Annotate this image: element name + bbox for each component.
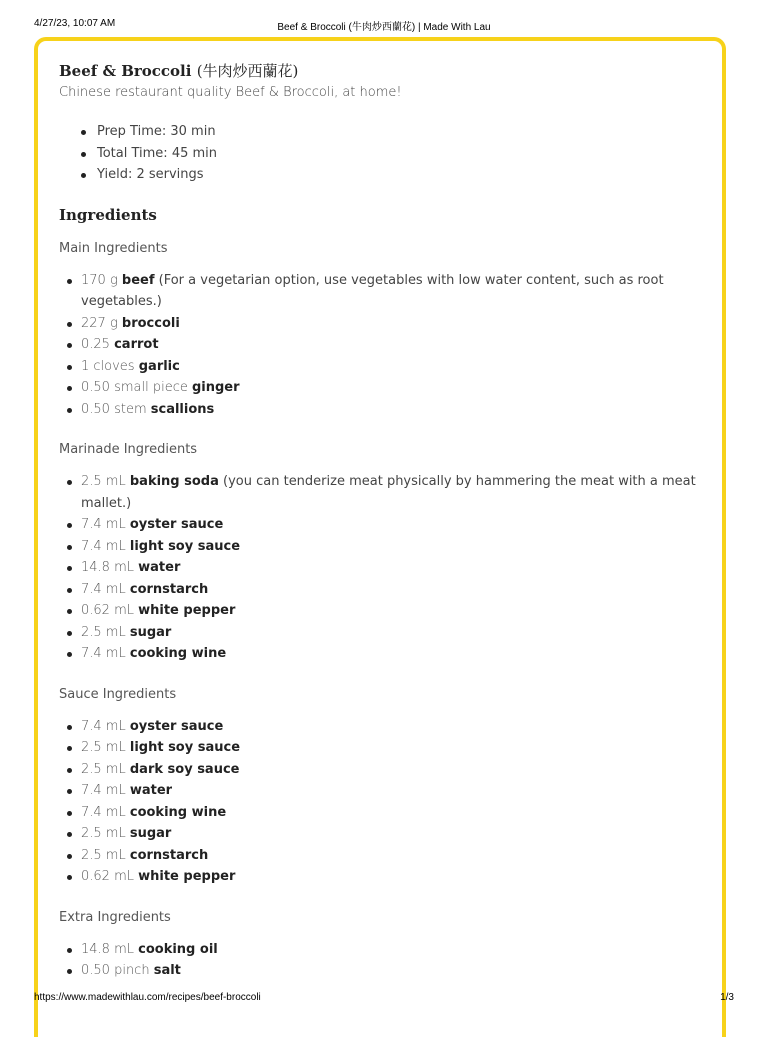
- print-footer: [34, 992, 734, 1006]
- ingredient-name: sugar: [129, 826, 172, 841]
- ingredient-groups: [59, 239, 699, 982]
- ingredient-quantity: 0.62 mL: [81, 869, 134, 884]
- ingredient-quantity: 0.50 small piece: [81, 380, 188, 395]
- ingredient-quantity: 1 cloves: [81, 358, 135, 374]
- ingredient-quantity: 2.5 mL: [81, 740, 126, 755]
- recipe-title: [59, 60, 699, 82]
- ingredient-name: sugar: [129, 624, 172, 640]
- ingredient-name: white pepper: [138, 869, 236, 884]
- ingredient-quantity: 0.50 pinch: [81, 963, 150, 978]
- ingredient-list: [59, 716, 699, 888]
- ingredient-item: [81, 622, 699, 644]
- ingredient-name: baking soda: [129, 474, 219, 489]
- yield: Yield: 2 servings: [97, 164, 699, 186]
- print-url: https://www.madewithlau.com/recipes/beef-broccoli: [34, 992, 261, 1003]
- ingredient-list: [59, 939, 699, 982]
- total-time: Total Time: 45 min: [97, 143, 699, 165]
- ingredient-quantity: 14.8 mL: [81, 941, 134, 957]
- ingredient-quantity: 7.4 mL: [81, 581, 126, 597]
- recipe-meta-list: [59, 121, 699, 186]
- ingredient-name: scallions: [150, 401, 215, 417]
- ingredient-list: [59, 471, 699, 665]
- ingredient-name: cooking wine: [129, 804, 227, 820]
- ingredient-item: [81, 270, 699, 313]
- recipe-title-cn: (牛肉炒西蘭花): [196, 62, 299, 80]
- ingredient-quantity: 0.25: [81, 337, 110, 352]
- ingredient-name: cornstarch: [129, 581, 209, 597]
- ingredient-item: [81, 939, 699, 961]
- ingredient-name: cornstarch: [129, 847, 209, 863]
- ingredient-quantity: 14.8 mL: [81, 560, 134, 575]
- ingredient-group-label: Extra Ingredients: [59, 909, 171, 925]
- prep-time: Prep Time: 30 min: [97, 121, 699, 143]
- ingredient-name: cooking oil: [138, 941, 218, 957]
- ingredient-name: light soy sauce: [129, 740, 241, 755]
- ingredient-item: [81, 471, 699, 514]
- ingredient-item: [81, 960, 699, 982]
- print-document-title: Beef & Broccoli (牛肉炒西蘭花) | Made With Lau: [277, 22, 491, 33]
- recipe-subtitle: Chinese restaurant quality Beef & Broccoli, at home!: [59, 85, 402, 100]
- ingredient-quantity: 2.5 mL: [81, 847, 126, 863]
- ingredient-quantity: 0.62 mL: [81, 603, 134, 618]
- ingredient-quantity: 2.5 mL: [81, 826, 126, 841]
- ingredient-item: [81, 313, 699, 335]
- recipe-content: [59, 60, 699, 982]
- ingredient-name: cooking wine: [129, 646, 227, 661]
- ingredient-item: [81, 737, 699, 759]
- ingredient-item: [81, 536, 699, 558]
- ingredient-quantity: 227 g: [81, 315, 118, 331]
- ingredient-quantity: 2.5 mL: [81, 761, 126, 777]
- ingredient-item: [81, 802, 699, 824]
- ingredient-item: [81, 643, 699, 665]
- ingredient-name: white pepper: [138, 603, 236, 618]
- ingredient-item: [81, 716, 699, 738]
- ingredient-quantity: 7.4 mL: [81, 718, 126, 734]
- ingredient-name: light soy sauce: [129, 538, 241, 554]
- ingredient-name: oyster sauce: [129, 718, 224, 734]
- ingredient-quantity: 7.4 mL: [81, 804, 126, 820]
- ingredient-item: [81, 600, 699, 622]
- ingredient-name: oyster sauce: [129, 517, 224, 532]
- ingredient-name: broccoli: [121, 315, 180, 331]
- ingredient-item: [81, 823, 699, 845]
- ingredient-group-label: Main Ingredients: [59, 240, 168, 256]
- ingredient-item: [81, 557, 699, 579]
- ingredient-quantity: 2.5 mL: [81, 624, 126, 640]
- ingredient-item: [81, 399, 699, 421]
- recipe-title-en: Beef & Broccoli: [59, 62, 192, 80]
- ingredient-quantity: 7.4 mL: [81, 783, 126, 798]
- ingredient-name: water: [129, 783, 173, 798]
- print-header: [34, 18, 734, 32]
- ingredient-item: [81, 579, 699, 601]
- ingredient-item: [81, 514, 699, 536]
- ingredient-item: [81, 356, 699, 378]
- ingredient-note: (you can tenderize meat physically by hammering the meat with a meat mallet.): [81, 474, 696, 511]
- ingredient-note: (For a vegetarian option, use vegetables with low water content, such as root vegetables.): [81, 272, 664, 309]
- ingredient-item: [81, 377, 699, 399]
- ingredients-heading: Ingredients: [59, 205, 157, 224]
- page-number: 1/3: [720, 992, 734, 1003]
- ingredient-quantity: 170 g: [81, 272, 118, 288]
- ingredient-item: [81, 845, 699, 867]
- ingredient-quantity: 2.5 mL: [81, 474, 126, 489]
- ingredient-name: beef: [121, 272, 155, 288]
- ingredient-group-label: Marinade Ingredients: [59, 442, 198, 457]
- ingredient-quantity: 7.4 mL: [81, 517, 126, 532]
- print-timestamp: 4/27/23, 10:07 AM: [34, 18, 116, 29]
- ingredient-name: garlic: [138, 358, 180, 374]
- ingredient-name: salt: [153, 963, 181, 978]
- ingredient-quantity: 7.4 mL: [81, 538, 126, 554]
- ingredient-item: [81, 780, 699, 802]
- ingredient-item: [81, 866, 699, 888]
- ingredient-quantity: 7.4 mL: [81, 646, 126, 661]
- ingredient-name: carrot: [114, 337, 159, 352]
- ingredient-quantity: 0.50 stem: [81, 401, 147, 417]
- ingredient-item: [81, 334, 699, 356]
- ingredient-name: dark soy sauce: [129, 761, 240, 777]
- ingredient-item: [81, 759, 699, 781]
- ingredient-list: [59, 270, 699, 421]
- ingredient-name: ginger: [191, 380, 240, 395]
- ingredient-name: water: [138, 560, 181, 575]
- ingredient-group-label: Sauce Ingredients: [59, 686, 177, 702]
